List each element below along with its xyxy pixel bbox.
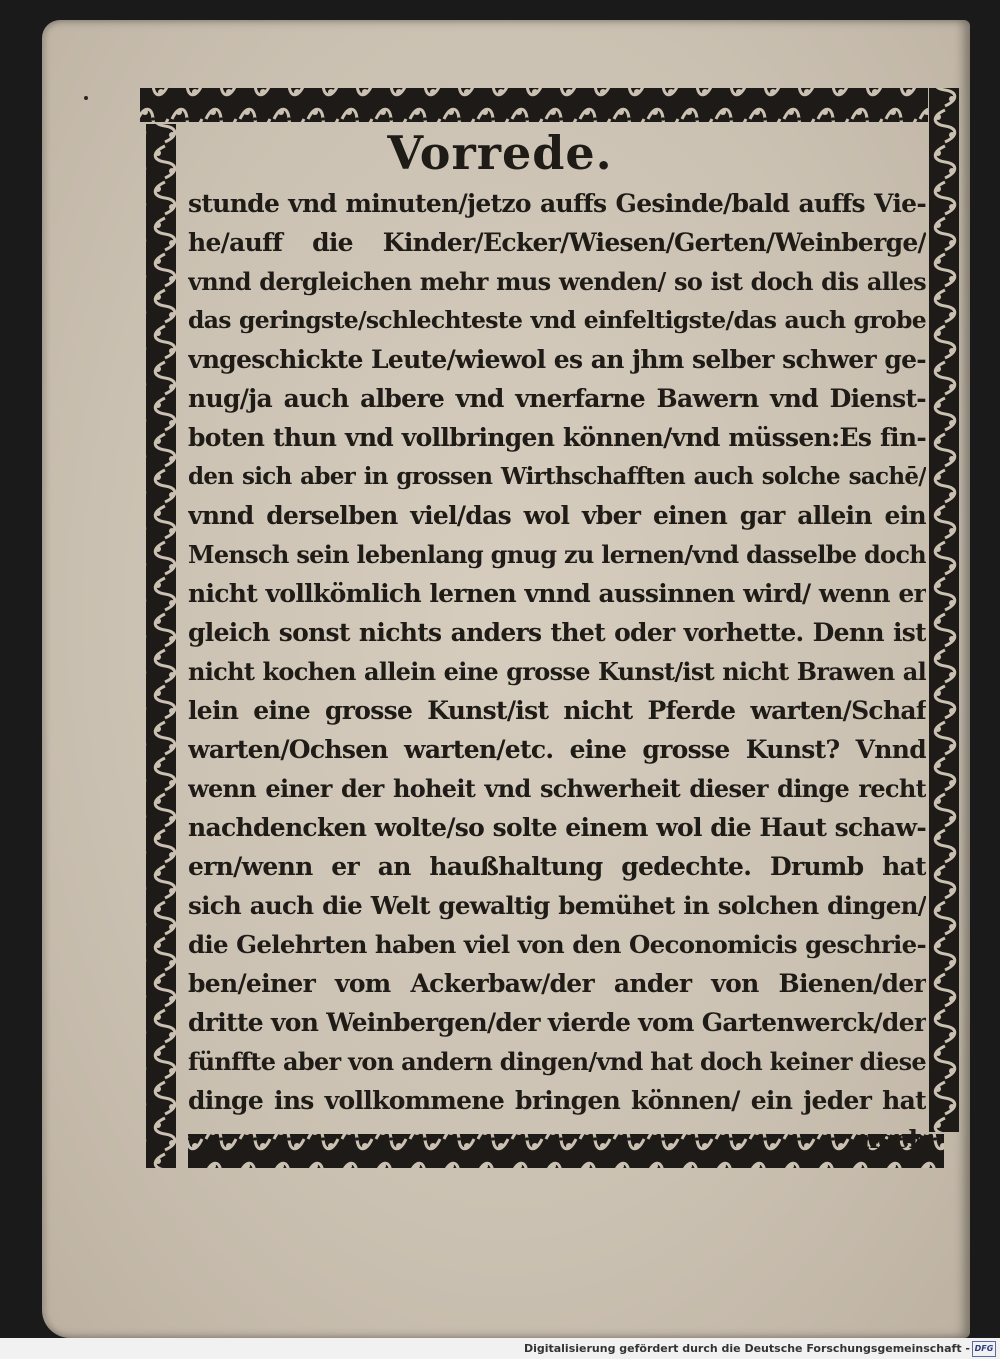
text-line: dritte von Weinbergen/der vierde vom Gartenwerck/der <box>188 1008 926 1037</box>
digitization-footer <box>0 1338 1000 1359</box>
text-line: he/auff die Kinder/Ecker/Wiesen/Gerten/Weinberge/ <box>188 228 926 257</box>
text-line: ern/wenn er an haußhaltung gedechte. Drumb hat <box>188 852 926 881</box>
text-line: nachdencken wolte/so solte einem wol die Haut schaw- <box>188 813 926 842</box>
border-top <box>140 88 928 122</box>
text-line: gleich sonst nichts anders thet oder vorhette. Denn ist <box>188 618 926 647</box>
text-line: nicht vollkömlich lernen vnnd aussinnen wird/ wenn er <box>188 579 926 608</box>
text-line: nicht kochen allein eine grosse Kunst/ist nicht Brawen al <box>188 657 926 686</box>
border-left <box>146 124 176 1168</box>
page-heading: Vorrede. <box>387 126 613 180</box>
text-line: dinge ins vollkommene bringen können/ ein jeder hat <box>188 1086 926 1115</box>
text-line: das geringste/schlechteste vnd einfeltigste/das auch grobe <box>188 306 926 334</box>
text-line: stunde vnd minuten/jetzo auffs Gesinde/bald auffs Vie- <box>188 189 926 218</box>
text-line: den sich aber in grossen Wirthschafften auch solche sachē/ <box>188 463 926 490</box>
text-line: nug/ja auch albere vnd vnerfarne Bawern vnd Dienst- <box>188 384 926 413</box>
text-line: sich auch die Welt gewaltig bemühet in solchen dingen/ <box>188 891 926 920</box>
text-line: Mensch sein lebenlang gnug zu lernen/vnd dasselbe doch <box>188 540 926 569</box>
text-line: vngeschickte Leute/wiewol es an jhm selber schwer ge- <box>188 345 926 374</box>
funding-credit: Digitalisierung gefördert durch die Deutsche Forschungsgemeinschaft - <box>523 1342 970 1355</box>
dfg-logo-icon: DFG <box>972 1341 996 1357</box>
text-line: warten/Ochsen warten/etc. eine grosse Kunst? Vnnd <box>188 735 926 764</box>
text-line: vnnd derselben viel/das wol vber einen gar allein ein <box>188 501 926 530</box>
text-line: boten thun vnd vollbringen können/vnd müssen:Es fin- <box>188 423 926 452</box>
body-text <box>188 184 926 1159</box>
catchword: noch <box>860 1125 926 1154</box>
border-right <box>929 88 959 1132</box>
text-line: fünffte aber von andern dingen/vnd hat doch keiner diese <box>188 1047 926 1076</box>
text-line: wenn einer der hoheit vnd schwerheit dieser dinge recht <box>188 774 926 803</box>
text-line: die Gelehrten haben viel von den Oeconomicis geschrie- <box>188 930 926 959</box>
text-line: vnnd dergleichen mehr mus wenden/ so ist doch dis alles <box>188 267 926 296</box>
text-line: ben/einer vom Ackerbaw/der ander von Bienen/der <box>188 969 926 998</box>
text-line: lein eine grosse Kunst/ist nicht Pferde warten/Schaf <box>188 696 926 725</box>
